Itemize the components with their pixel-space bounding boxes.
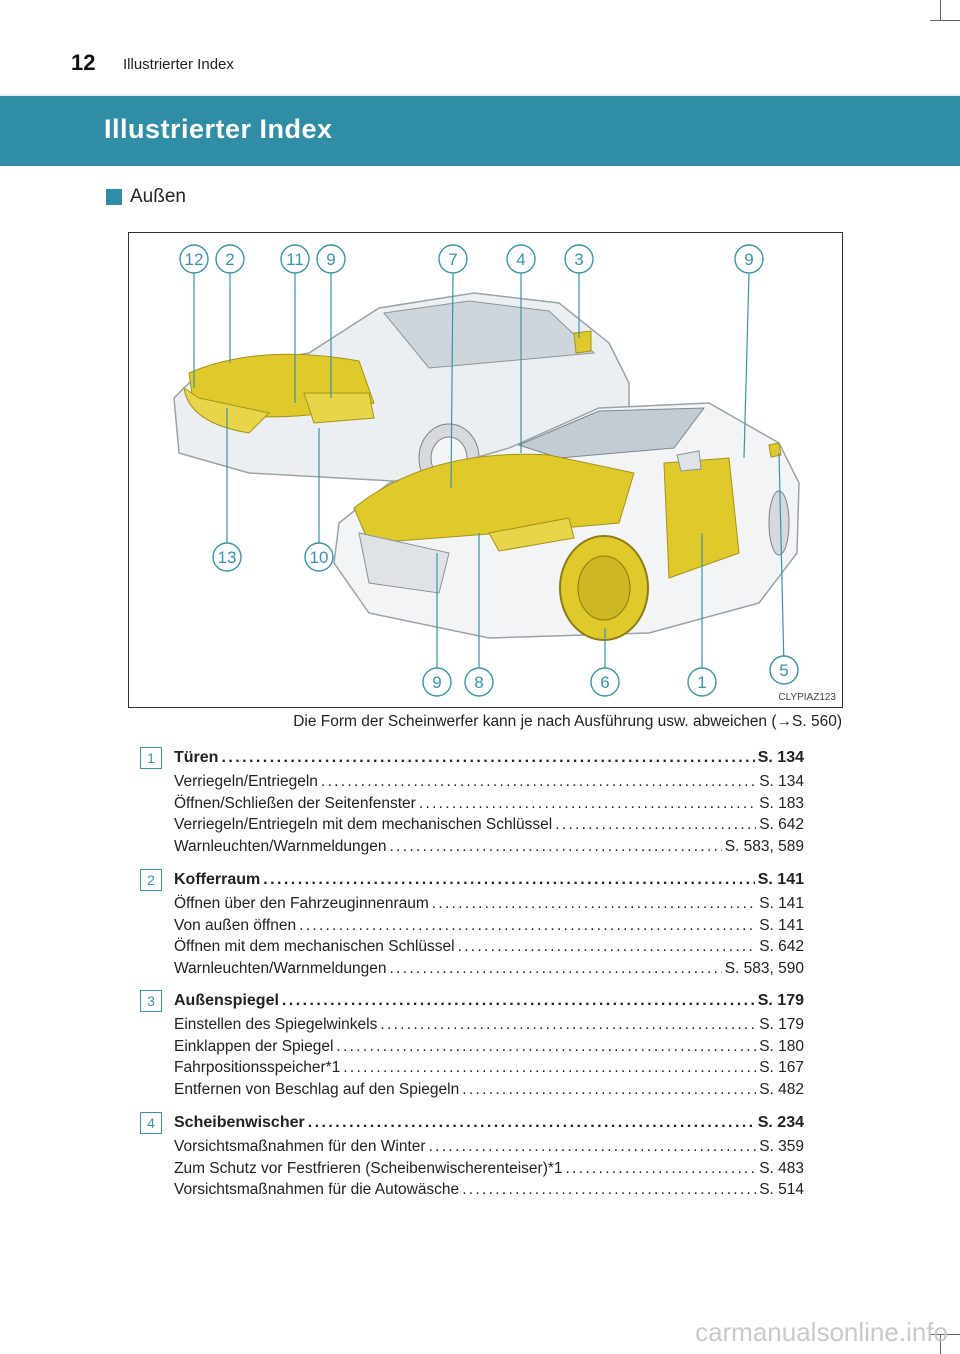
entry-number: 4 (140, 1112, 162, 1134)
leader-dots (555, 814, 756, 836)
entry-title: Scheibenwischer (174, 1114, 305, 1131)
callout-9-bottom (423, 668, 451, 696)
callout-10 (305, 543, 333, 571)
section-label: Außen (130, 186, 186, 207)
callout-label: 9 (432, 673, 442, 692)
entry-number: 2 (140, 869, 162, 891)
section-bullet-icon (106, 189, 122, 205)
sub-item-label: Vorsichtsmaßnahmen für die Autowäsche (174, 1181, 460, 1198)
sub-item-page-ref: S. 167 (759, 1059, 804, 1076)
title-band (0, 94, 960, 166)
leader-dots (462, 1079, 756, 1101)
leader-dots (462, 1179, 756, 1201)
leader-dots (390, 958, 722, 980)
vehicle-illustration (128, 232, 843, 708)
sub-item-page-ref: S. 642 (759, 938, 804, 955)
figure-code: CLYPIAZ123 (778, 692, 836, 703)
sub-item-page-ref: S. 642 (759, 816, 804, 833)
callout-label: 1 (697, 673, 707, 692)
page-number: 12 (71, 50, 96, 75)
callout-label: 9 (744, 250, 754, 269)
leader-dots (299, 915, 756, 937)
sub-item-page-ref: S. 583, 589 (724, 837, 804, 855)
leader-dots (458, 936, 757, 958)
callout-label: 10 (309, 548, 329, 567)
sub-item-label: Öffnen/Schließen der Seitenfenster (174, 794, 416, 812)
sub-item[interactable] (174, 836, 804, 858)
sub-item[interactable] (174, 1014, 804, 1036)
callout-2 (216, 245, 244, 273)
sub-item-label: Einstellen des Spiegelwinkels (174, 1016, 378, 1033)
watermark: carmanualsonline.info (695, 1317, 948, 1347)
callout-6 (591, 668, 619, 696)
sub-item-page-ref: S. 482 (759, 1080, 804, 1098)
entry-title-line[interactable] (174, 868, 804, 892)
sub-item-page-ref: S. 359 (759, 1138, 804, 1155)
sub-item-page-ref: S. 179 (759, 1016, 804, 1033)
callout-label: 4 (516, 250, 526, 269)
callout-label: 2 (225, 250, 235, 269)
entry-number: 3 (140, 990, 162, 1012)
entry-number: 1 (140, 747, 162, 769)
sub-item-label: Fahrpositionsspeicher*1 (174, 1059, 341, 1076)
sub-item-label: Von außen öffnen (174, 916, 297, 934)
callout-label: 3 (574, 250, 584, 269)
sub-item[interactable] (174, 771, 804, 793)
leader-dots (321, 771, 756, 793)
sub-item[interactable] (174, 958, 804, 980)
entry-title-line[interactable] (174, 1111, 804, 1135)
callout-label: 11 (286, 250, 304, 269)
sub-item[interactable] (174, 915, 804, 937)
sub-item[interactable] (174, 1079, 804, 1101)
callout-label: 13 (217, 548, 237, 567)
callout-9-top-left (317, 245, 345, 273)
sub-item-page-ref: S. 134 (759, 773, 804, 790)
leader-dots (380, 1014, 756, 1036)
sub-item-label: Entfernen von Beschlag auf den Spiegeln (174, 1080, 460, 1098)
sub-item-page-ref: S. 583, 590 (724, 959, 804, 977)
entry-page-ref: S. 179 (757, 992, 804, 1009)
leader-dots (336, 1036, 756, 1058)
sub-item-page-ref: S. 180 (759, 1037, 804, 1055)
sub-item[interactable] (174, 1136, 804, 1158)
leader-dots (429, 1136, 757, 1158)
leader-dots (419, 793, 756, 815)
entry-title: Türen (174, 749, 219, 766)
crop-mark (940, 0, 941, 20)
callout-4 (507, 245, 535, 273)
entry-title: Kofferraum (174, 871, 261, 888)
leader-dots (343, 1057, 756, 1079)
sub-item[interactable] (174, 793, 804, 815)
entry-title-line[interactable] (174, 746, 804, 770)
sub-item-label: Verriegeln/Entriegeln (174, 773, 318, 790)
section-heading (106, 186, 186, 208)
sub-item-label: Einklappen der Spiegel (174, 1037, 334, 1055)
callout-label: 8 (474, 673, 484, 692)
sub-item[interactable] (174, 1179, 804, 1201)
sub-item[interactable] (174, 814, 804, 836)
page-title: Illustrierter Index (104, 114, 333, 144)
callout-label: 5 (779, 661, 789, 680)
callout-11 (281, 245, 309, 273)
sub-item-page-ref: S. 483 (759, 1159, 804, 1177)
sub-item-label: Vorsichtsmaßnahmen für den Winter (174, 1138, 426, 1155)
running-head: Illustrierter Index (123, 56, 234, 73)
callout-label: 6 (600, 673, 610, 692)
entry-page-ref: S. 234 (757, 1114, 804, 1131)
sub-item-page-ref: S. 183 (759, 794, 804, 812)
entry-page-ref: S. 134 (757, 749, 804, 766)
sub-item-label: Warnleuchten/Warnmeldungen (174, 837, 387, 855)
leader-dots (263, 868, 755, 892)
callout-12 (180, 245, 208, 273)
leader-dots (308, 1111, 755, 1135)
callout-13 (213, 543, 241, 571)
callout-label: 12 (184, 250, 204, 269)
leader-dots (566, 1158, 757, 1180)
leader-dots (432, 893, 756, 915)
leader-dots (221, 746, 754, 770)
sub-item[interactable] (174, 1036, 804, 1058)
callout-7 (439, 245, 467, 273)
sub-item-label: Verriegeln/Entriegeln mit dem mechanischen Schlüssel (174, 816, 553, 833)
callout-8 (465, 668, 493, 696)
sub-item[interactable] (174, 1158, 804, 1180)
sub-item[interactable] (174, 893, 804, 915)
entry-page-ref: S. 141 (757, 871, 804, 888)
sub-item[interactable] (174, 936, 804, 958)
sub-item-label: Warnleuchten/Warnmeldungen (174, 959, 387, 977)
crop-mark (930, 20, 960, 21)
leader-dots (282, 989, 755, 1013)
car-drawing (129, 233, 842, 707)
leader-dots (390, 836, 722, 858)
sub-item-page-ref: S. 141 (759, 916, 804, 934)
sub-item-label: Öffnen mit dem mechanischen Schlüssel (174, 938, 455, 955)
figure-caption: Die Form der Scheinwerfer kann je nach Ausführung usw. abweichen (→S. 560) (293, 713, 842, 730)
callout-label: 9 (326, 250, 336, 269)
callout-5 (770, 656, 798, 684)
sub-item-label: Öffnen über den Fahrzeuginnenraum (174, 895, 429, 912)
sub-item-page-ref: S. 514 (759, 1181, 804, 1198)
entry-title: Außenspiegel (174, 992, 279, 1009)
callout-9-top-right (735, 245, 763, 273)
sub-item-page-ref: S. 141 (759, 895, 804, 912)
entry-title-line[interactable] (174, 989, 804, 1013)
callout-1 (688, 668, 716, 696)
callout-label: 7 (448, 250, 458, 269)
callout-3 (565, 245, 593, 273)
sub-item[interactable] (174, 1057, 804, 1079)
sub-item-label: Zum Schutz vor Festfrieren (Scheibenwischerenteiser)*1 (174, 1159, 563, 1177)
